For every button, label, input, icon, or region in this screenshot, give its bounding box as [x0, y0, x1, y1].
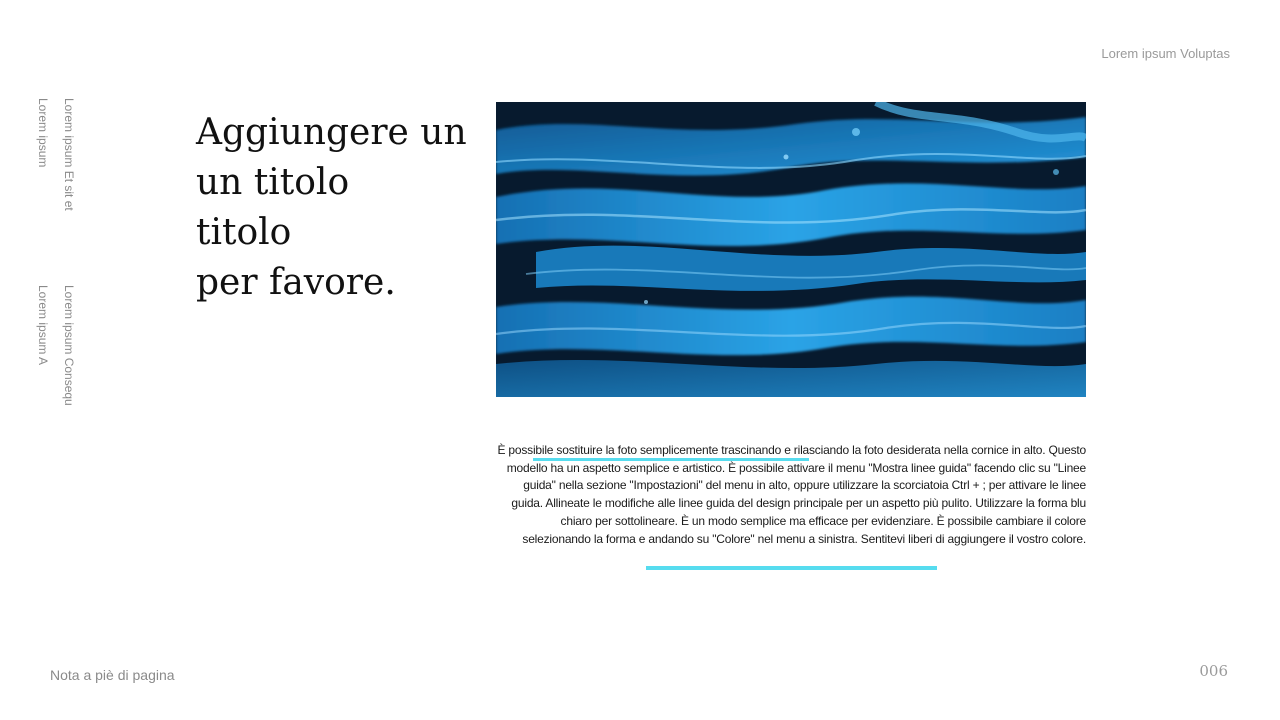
marble-texture-image [496, 102, 1086, 397]
highlight-underline-2 [646, 566, 937, 570]
vertical-label-1: Lorem ipsum Et sit et [62, 98, 76, 211]
highlight-underline-1 [533, 458, 809, 461]
title-line-3: titolo [196, 212, 292, 253]
vertical-label-3: Lorem ipsum Consequ [62, 285, 76, 406]
photo-frame[interactable] [496, 102, 1086, 397]
page-number: 006 [1199, 662, 1228, 680]
footnote: Nota a piè di pagina [50, 667, 175, 683]
vertical-label-4: Lorem ipsum A [36, 285, 50, 366]
title-line-2: un titolo [196, 162, 350, 203]
slide-title [196, 108, 486, 308]
vertical-label-2: Lorem ipsum [36, 98, 50, 168]
header-label: Lorem ipsum Voluptas [1101, 46, 1230, 61]
title-line-1: Aggiungere un [196, 112, 467, 153]
title-line-4: per favore. [196, 262, 396, 303]
body-paragraph: È possibile sostituire la foto semplicemente trascinando e rilasciando la foto desiderata nella cornice in alto. Questo modello ha un aspetto semplice e artistico. È possibile attivare il menu "Mostra linee guida" facendo clic su "Linee guida" nella sezione "Impostazioni" del menu in alto, oppure utilizzare la scorciatoia Ctrl + ; per attivare le linee guida. Allineate le modifiche alle linee guida del design principale per un aspetto più pulito. Utilizzare la forma blu chiaro per sottolineare. È un modo semplice ma efficace per evidenziare. È possibile cambiare il colore selezionando la forma e andando su "Colore" nel menu a sinistra. Sentitevi liberi di aggiungere il vostro colore. [497, 443, 1086, 546]
